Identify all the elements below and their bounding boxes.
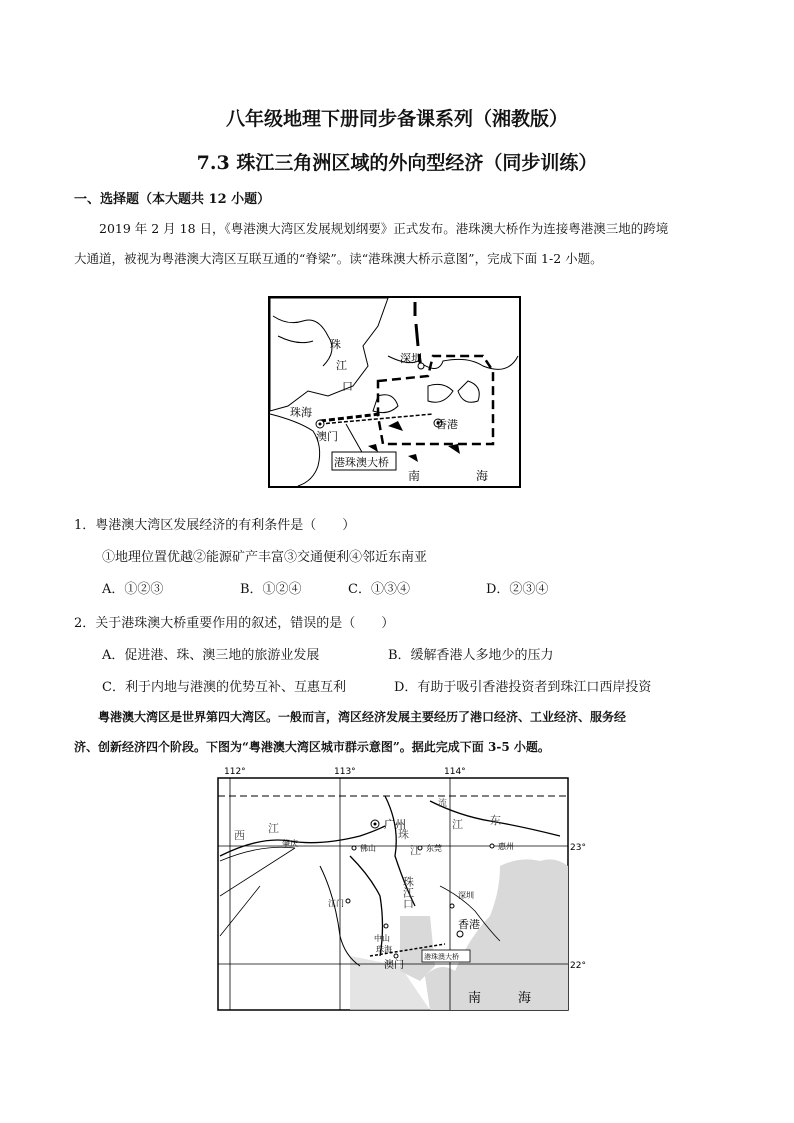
- label-zhu: 珠: [330, 338, 341, 351]
- label-bridge: 港珠澳大桥: [424, 953, 459, 961]
- label-kou: 口: [342, 380, 353, 393]
- label-jiang3: 江: [410, 844, 421, 857]
- label-nan: 南: [408, 469, 421, 483]
- intro-paragraph-1: [74, 214, 724, 274]
- lat-label-22: 22°: [570, 961, 586, 971]
- intro2-line1: 粤港澳大湾区是世界第四大湾区。一般而言，湾区经济发展主要经历了港口经济、工业经济、服务经: [98, 710, 627, 724]
- label-aomen: 澳门: [384, 960, 404, 971]
- label-jiang2: 江: [452, 818, 463, 831]
- label-nan: 南: [468, 991, 482, 1006]
- label-aomen: 澳门: [316, 430, 338, 443]
- lat-label-23: 23°: [570, 843, 586, 853]
- label-jiang: 江: [336, 359, 347, 372]
- bay-area-map: [200, 766, 590, 1016]
- q2-option-b[interactable]: B．缓解香港人多地少的压力: [388, 648, 554, 663]
- label-jiangmen: 江门: [328, 899, 344, 908]
- lon-label-113: 113°: [334, 767, 356, 777]
- label-xianggang: 香港: [458, 918, 480, 931]
- bridge-map: [268, 296, 521, 488]
- q1-option-d[interactable]: D．②③④: [486, 582, 549, 597]
- label-dongguan: 东莞: [426, 844, 442, 853]
- question-2-stem: 2．关于港珠澳大桥重要作用的叙述，错误的是（ ）: [74, 616, 395, 631]
- label-hai: 海: [476, 469, 489, 483]
- label-zhujiangkou: 珠江口: [401, 876, 415, 909]
- label-xianggang: 香港: [436, 418, 458, 431]
- label-zhuhai: 珠海: [290, 406, 312, 419]
- label-dong: 东: [490, 814, 501, 827]
- q1-option-b[interactable]: B．①②④: [240, 582, 302, 597]
- q2-option-c[interactable]: C．利于内地与港澳的优势互补、互惠互利: [102, 680, 346, 695]
- q1-option-a[interactable]: A．①②③: [102, 582, 164, 597]
- label-zhaoqing: 肇庆: [282, 839, 298, 848]
- question-1-stem: 1．粤港澳大湾区发展经济的有利条件是（ ）: [74, 518, 356, 533]
- lon-label-112: 112°: [224, 767, 246, 777]
- intro1-line2: 大通道，被视为粤港澳大湾区互联互通的“脊梁”。读“港珠澳大桥示意图”，完成下面 1-2 小题。: [74, 251, 603, 266]
- label-hai: 海: [518, 991, 532, 1006]
- label-guangzhou: 广州: [384, 818, 406, 831]
- q2-option-d[interactable]: D．有助于吸引香港投资者到珠江口西岸投资: [394, 680, 652, 695]
- q1-option-c[interactable]: C．①③④: [348, 582, 410, 597]
- question-1-conditions: ①地理位置优越②能源矿产丰富③交通便利④邻近东南亚: [102, 550, 428, 565]
- q2-option-a[interactable]: A．促进港、珠、澳三地的旅游业发展: [102, 648, 320, 663]
- label-liu: 流: [438, 799, 448, 809]
- intro1-line1: 2019 年 2 月 18 日，《粤港澳大湾区发展规划纲要》正式发布。港珠澳大桥作为连接粤港澳三地的跨境: [99, 221, 669, 236]
- intro2-line2: 济、创新经济四个阶段。下图为“粤港澳大湾区城市群示意图”。据此完成下面 3-5 小题。: [74, 740, 550, 754]
- label-zhu: 珠: [398, 828, 409, 841]
- label-huizhou: 惠州: [498, 842, 514, 851]
- label-bridge: 港珠澳大桥: [334, 456, 389, 469]
- label-zhongshan: 中山: [374, 934, 390, 943]
- intro-paragraph-2: [74, 702, 724, 762]
- lon-label-114: 114°: [444, 767, 466, 777]
- page-title: 八年级地理下册同步备课系列（湘教版）: [225, 108, 568, 130]
- page-subtitle: 7.3 珠江三角洲区域的外向型经济（同步训练）: [196, 152, 598, 174]
- label-shenzhen: 深圳: [458, 891, 474, 900]
- label-xi: 西: [234, 829, 245, 842]
- label-jiang1: 江: [268, 822, 279, 835]
- label-shenzhen: 深圳: [400, 352, 422, 365]
- section-heading: 一、选择题（本大题共 12 小题）: [74, 192, 271, 207]
- label-zhuhai: 珠海: [376, 945, 392, 954]
- label-foshan: 佛山: [360, 844, 376, 853]
